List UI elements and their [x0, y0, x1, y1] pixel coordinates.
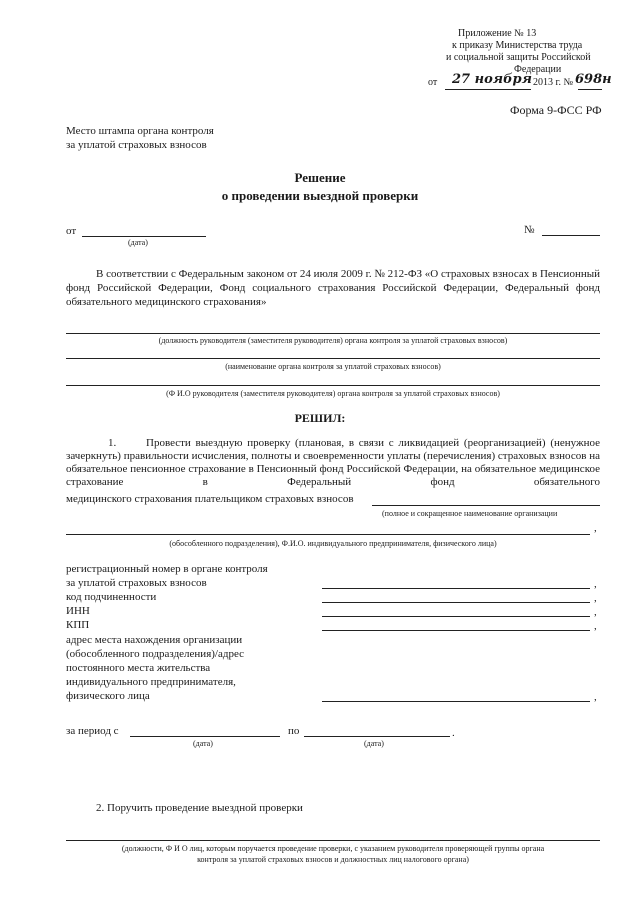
order-line-3: Федерации [514, 64, 562, 75]
order-line-1: к приказу Министерства труда [452, 40, 583, 51]
body-name-caption: (наименование органа контроля за уплатой страховых взносов) [225, 362, 441, 371]
reg-number-comma: , [594, 578, 597, 590]
order-number-handwritten: 698н [575, 72, 612, 87]
decided-heading: РЕШИЛ: [294, 411, 346, 425]
appendix-label: Приложение № 13 [458, 28, 537, 39]
head-position-caption: (должность руководителя (заместителя руководителя) органа контроля за уплатой страховых взносов) [158, 336, 508, 345]
address-label-4: индивидуального предпринимателя, [66, 676, 236, 688]
item2-line [66, 840, 600, 841]
decision-date-caption: (дата) [128, 238, 148, 247]
order-year-number: 2013 г. № [533, 77, 574, 88]
order-line-2: и социальной защиты Российской [446, 52, 591, 63]
reg-number-label-1: регистрационный номер в органе контроля [66, 563, 268, 575]
payer-branch-caption: (обособленного подразделения), Ф.И.О. индивидуального предпринимателя, физического лица) [169, 539, 497, 548]
item1-number: 1. [108, 437, 117, 449]
head-fio-caption: (Ф И.О руководителя (заместителя руководителя) органа контроля за уплатой страховых взносов) [166, 389, 500, 398]
preamble-text: В соответствии с Федеральным законом от 24 июля 2009 г. № 212-ФЗ «О страховых взносах в Пенсионный фонд Российской Федерации, Фонд социального страхования Российской Федерации, Федеральный фонд обязательного медицинского страхования» [66, 268, 600, 308]
period-end-dot: . [452, 727, 455, 739]
payer-name-line [372, 505, 600, 506]
stamp-line-1: Место штампа органа контроля [66, 125, 214, 137]
subordination-code-line [322, 602, 590, 603]
kpp-comma: , [594, 620, 597, 632]
decision-from-label: от [66, 225, 77, 237]
order-date-handwritten: 27 ноября [452, 72, 532, 87]
period-from-line [130, 736, 280, 737]
period-from-label: за период с [66, 725, 119, 737]
address-label-2: (обособленного подразделения)/адрес [66, 648, 244, 660]
item1-last-line: медицинского страхования плательщиком страховых взносов [66, 493, 354, 505]
decision-date-line [82, 236, 206, 237]
address-comma: , [594, 691, 597, 703]
period-to-line [304, 736, 450, 737]
kpp-line [322, 630, 590, 631]
period-to-caption: (дата) [364, 739, 384, 748]
document-title: Решение [294, 170, 346, 185]
body-name-line [66, 358, 600, 359]
subordination-code-comma: , [594, 592, 597, 604]
order-number-line [578, 89, 602, 90]
stamp-line-2: за уплатой страховых взносов [66, 139, 207, 151]
reg-number-line [322, 588, 590, 589]
form-name: Форма 9-ФСС РФ [510, 103, 602, 117]
item2-text: 2. Поручить проведение выездной проверки [96, 802, 303, 814]
decision-number-label: № [524, 224, 535, 236]
decision-number-line [542, 235, 600, 236]
head-fio-line [66, 385, 600, 386]
item1-text: Провести выездную проверку (плановая, в связи с ликвидацией (реорганизацией) (ненужное зачеркнуть) правильности исчисления, полноты и своевременности уплаты (перечисления) страховых взносов на обязательное пенсионное страхование в Пенсионный фонд Российской Федерации, на обязательное медицинское страхование в Федеральный фонд обязательного [66, 437, 600, 488]
head-position-line [66, 333, 600, 334]
period-from-caption: (дата) [193, 739, 213, 748]
inn-label: ИНН [66, 605, 90, 617]
period-to-label: по [288, 725, 300, 737]
payer-branch-line [66, 534, 590, 535]
kpp-label: КПП [66, 619, 90, 631]
item2-caption-2: контроля за уплатой страховых взносов и должностных лиц налогового органа) [197, 855, 469, 864]
inn-line [322, 616, 590, 617]
order-date-line [445, 89, 531, 90]
item2-caption-1: (должности, Ф И О лиц, которым поручается проведение проверки, с указанием руководителя проверяющей группы органа [121, 844, 545, 853]
address-line [322, 701, 590, 702]
address-label-3: постоянного места жительства [66, 662, 211, 674]
payer-branch-comma: , [594, 522, 597, 534]
inn-comma: , [594, 606, 597, 618]
payer-name-caption: (полное и сокращенное наименование организации [382, 509, 558, 518]
address-label-5: физического лица [66, 690, 150, 702]
order-from-prefix: от [428, 77, 438, 88]
document-subtitle: о проведении выездной проверки [221, 188, 419, 203]
reg-number-label-2: за уплатой страховых взносов [66, 577, 207, 589]
subordination-code-label: код подчиненности [66, 591, 157, 603]
address-label-1: адрес места нахождения организации [66, 634, 243, 646]
